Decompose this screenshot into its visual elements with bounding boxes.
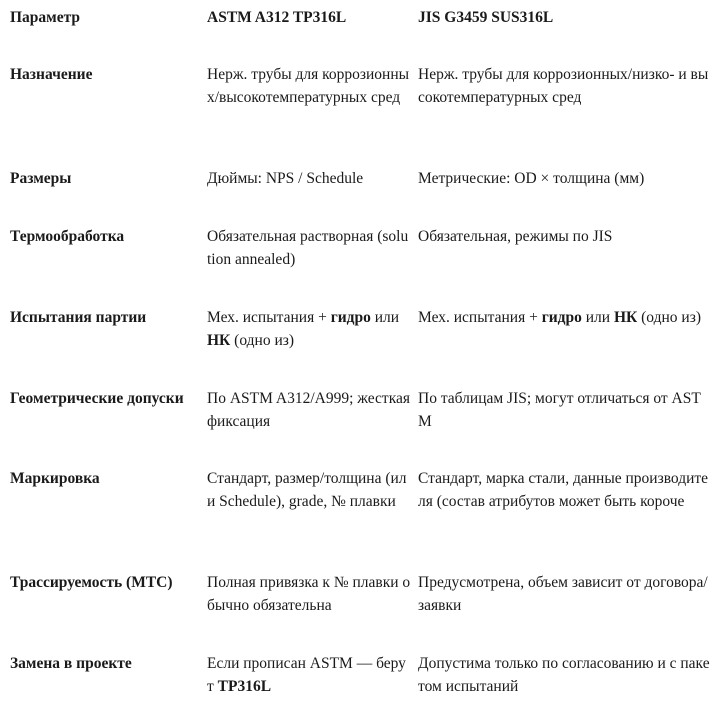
astm-value: Нерж. трубы для коррозионных/высокотемпературных сред — [207, 66, 410, 106]
astm-value: По ASTM A312/A999; жесткая фиксация — [207, 390, 411, 430]
astm-value — [207, 652, 411, 698]
jis-value: Обязательная, режимы по JIS — [418, 228, 613, 245]
text-run: Мех. испытания + — [418, 309, 542, 326]
text-run: или — [581, 309, 614, 326]
astm-value: Дюймы: NPS / Schedule — [207, 170, 364, 187]
row-label: Замена в проекте — [10, 655, 132, 672]
row-label: Испытания партии — [10, 309, 147, 326]
astm-value: Полная привязка к № плавки обычно обязательна — [207, 574, 411, 614]
jis-value: Допустима только по согласованию и с пакетом испытаний — [418, 655, 710, 695]
header-jis: JIS G3459 SUS316L — [418, 9, 554, 26]
text-run: (одно из) — [230, 332, 295, 349]
text-run: Мех. испытания + — [207, 309, 331, 326]
jis-value: По таблицам JIS; могут отличаться от ASTM — [418, 390, 701, 430]
row-label: Маркировка — [10, 470, 100, 487]
jis-value: Метрические: OD × толщина (мм) — [418, 170, 645, 187]
text-run-bold: гидро — [330, 309, 371, 326]
header-parameter: Параметр — [10, 9, 81, 26]
row-label: Размеры — [10, 170, 72, 187]
astm-value — [207, 306, 411, 352]
row-label: Трассируемость (MTC) — [10, 574, 173, 591]
row-label: Термообработка — [10, 228, 125, 245]
astm-value: Стандарт, размер/толщина (или Schedule), grade, № плавки — [207, 470, 407, 510]
text-run-bold: НК — [207, 332, 231, 349]
jis-value — [418, 306, 710, 329]
row-label: Назначение — [10, 66, 93, 83]
row-label: Геометрические допуски — [10, 390, 184, 407]
jis-value: Нерж. трубы для коррозионных/низко- и высокотемпературных сред — [418, 66, 709, 106]
text-run-bold: гидро — [541, 309, 582, 326]
astm-value: Обязательная растворная (solution annealed) — [207, 228, 409, 268]
text-run: (одно из) — [637, 309, 701, 326]
jis-value: Предусмотрена, объем зависит от договора/заявки — [418, 574, 708, 614]
jis-value: Стандарт, марка стали, данные производителя (состав атрибутов может быть короче — [418, 470, 709, 510]
text-run: Если прописан ASTM — берут — [207, 655, 406, 695]
header-astm: ASTM A312 TP316L — [207, 9, 347, 26]
text-run-bold: НК — [613, 309, 638, 326]
text-run: или — [370, 309, 400, 326]
text-run-bold: TP316L — [217, 678, 272, 695]
